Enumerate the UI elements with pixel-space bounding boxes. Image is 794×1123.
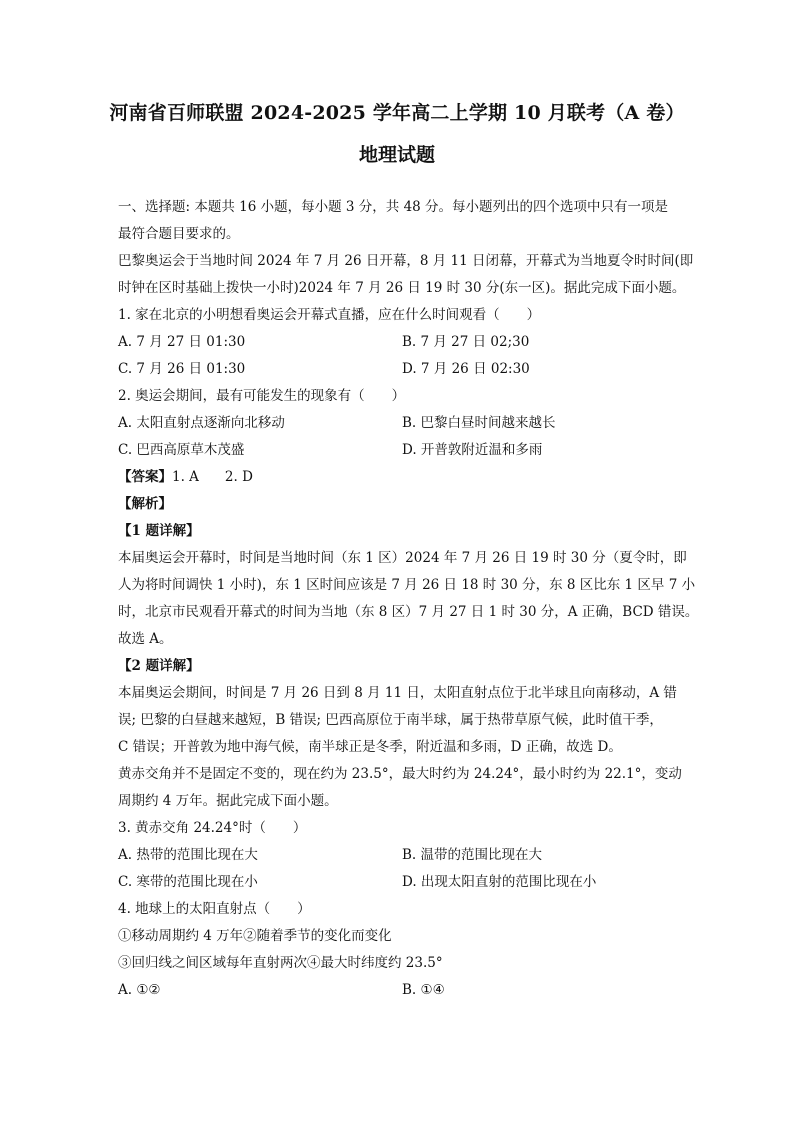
question-4-option-a: A. ①② [118, 982, 161, 998]
document-title: 河南省百师联盟 2024-2025 学年高二上学期 10 月联考（A 卷） [109, 102, 685, 124]
question-1-option-b: B. 7 月 27 日 02;30 [402, 334, 530, 350]
detail-1-label: 【1 题详解】 [118, 523, 200, 539]
document-subtitle: 地理试题 [358, 144, 435, 166]
detail-2-label: 【2 题详解】 [118, 658, 200, 674]
question-3-option-c: C. 寒带的范围比现在小 [118, 874, 258, 890]
answer-1: 1. A [172, 469, 199, 485]
question-4-items-1-2: ①移动周期约 4 万年②随着季节的变化而变化 [118, 928, 392, 944]
material-2-line-1: 黄赤交角并不是固定不变的，现在约为 23.5°，最大时约为 24.24°，最小时约为 22.1°，变动 [118, 766, 682, 782]
material-1-line-1: 巴黎奥运会于当地时间 2024 年 7 月 26 日开幕，8 月 11 日闭幕，开幕式为当地夏令时时间(即 [118, 253, 694, 269]
question-2-stem: 2. 奥运会期间，最有可能发生的现象有（ ） [118, 388, 406, 404]
analysis-label: 【解析】 [118, 496, 172, 512]
question-1-option-d: D. 7 月 26 日 02:30 [402, 361, 530, 377]
question-1-stem: 1. 家在北京的小明想看奥运会开幕式直播，应在什么时间观看（ ） [118, 307, 541, 323]
question-4-option-b: B. ①④ [402, 982, 445, 998]
answer-2: 2. D [224, 469, 253, 485]
question-3-option-d: D. 出现太阳直射的范围比现在小 [402, 874, 597, 890]
section-header-line-2: 最符合题目要求的。 [118, 226, 240, 242]
answer-line [118, 467, 253, 487]
detail-2-line-2: 误; 巴黎的白昼越来越短，B 错误; 巴西高原位于南半球，属于热带草原气候，此时值干季， [118, 712, 663, 728]
question-3-option-a: A. 热带的范围比现在大 [118, 847, 258, 863]
detail-1-line-2: 人为将时间调快 1 小时)，东 1 区时间应该是 7 月 26 日 18 时 30 分，东 8 区比东 1 区早 7 小 [118, 577, 696, 593]
section-header-line-1: 一、选择题: 本题共 16 小题，每小题 3 分，共 48 分。每小题列出的四个选项中只有一项是 [118, 199, 669, 215]
answer-label: 【答案】 [118, 469, 172, 485]
question-2-option-c: C. 巴西高原草木茂盛 [118, 442, 245, 458]
detail-1-line-4: 故选 A。 [118, 631, 173, 647]
detail-1-line-3: 时，北京市民观看开幕式的时间为当地（东 8 区）7 月 27 日 1 时 30 分，A 正确，BCD 错误。 [118, 604, 699, 620]
material-2-line-2: 周期约 4 万年。据此完成下面小题。 [118, 793, 338, 809]
question-2-option-d: D. 开普敦附近温和多雨 [402, 442, 543, 458]
detail-2-line-3: C 错误；开普敦为地中海气候，南半球正是冬季，附近温和多雨，D 正确，故选 D。 [118, 739, 622, 755]
detail-1-line-1: 本届奥运会开幕时，时间是当地时间（东 1 区）2024 年 7 月 26 日 19 时 30 分（夏令时，即 [118, 550, 687, 566]
question-1-option-c: C. 7 月 26 日 01:30 [118, 361, 246, 377]
question-2-option-b: B. 巴黎白昼时间越来越长 [402, 415, 556, 431]
question-4-items-3-4: ③回归线之间区域每年直射两次④最大时纬度约 23.5° [118, 955, 443, 971]
question-3-option-b: B. 温带的范围比现在大 [402, 847, 543, 863]
question-2-option-a: A. 太阳直射点逐渐向北移动 [118, 415, 285, 431]
detail-2-line-1: 本届奥运会期间，时间是 7 月 26 日到 8 月 11 日，太阳直射点位于北半球且向南移动，A 错 [118, 685, 677, 701]
material-1-line-2: 时钟在区时基础上拨快一小时)2024 年 7 月 26 日 19 时 30 分(东一区)。据此完成下面小题。 [118, 280, 686, 296]
question-4-stem: 4. 地球上的太阳直射点（ ） [118, 901, 311, 917]
question-1-option-a: A. 7 月 27 日 01:30 [118, 334, 246, 350]
question-3-stem: 3. 黄赤交角 24.24°时（ ） [118, 820, 307, 836]
